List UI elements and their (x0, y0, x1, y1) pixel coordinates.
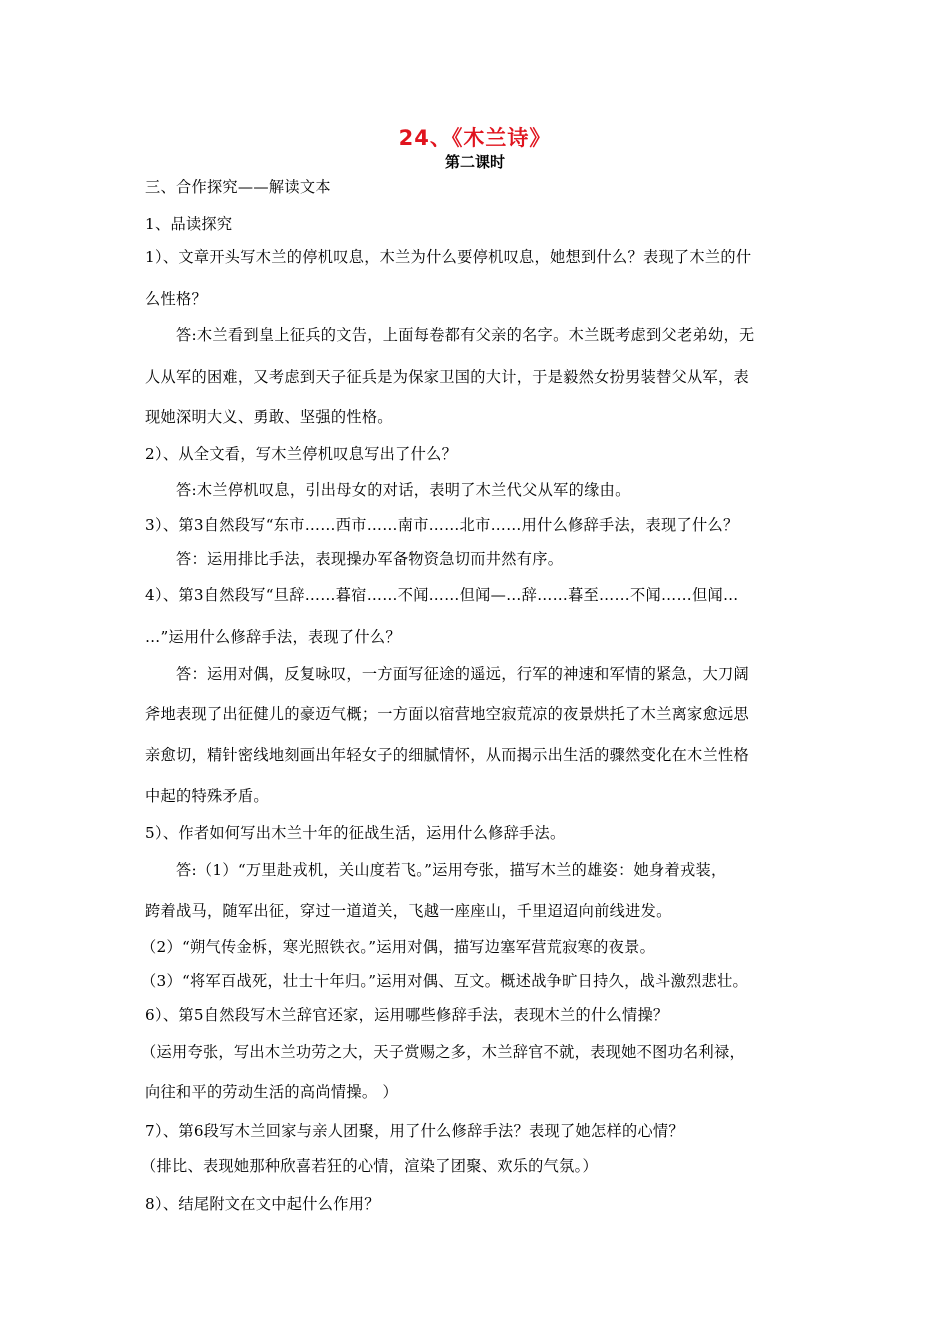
answer-6: （运用夸张，写出木兰功劳之大，天子赏赐之多，木兰辞官不就，表现她不图功名利禄， (141, 1043, 746, 1061)
question-8: 8）、结尾附文在文中起什么作用？ (145, 1195, 380, 1213)
answer-5: 答:（1）“万里赴戎机，关山度若飞。”运用夸张，描写木兰的雄姿：她身着戎装， (176, 861, 727, 879)
question-1: 1）、文章开头写木兰的停机叹息，木兰为什么要停机叹息，她想到什么？表现了木兰的什 (145, 248, 752, 266)
answer-6-cont: 向往和平的劳动生活的高尚情操。 ） (145, 1083, 398, 1101)
answer-5-item-3: （3）“将军百战死，壮士十年归。”运用对偶、互文。概述战争旷日持久，战斗激烈悲壮。 (141, 972, 749, 990)
answer-4-cont: 亲愈切，精针密线地刻画出年轻女子的细腻情怀，从而揭示出生活的骤然变化在木兰性格 (145, 746, 750, 764)
question-4-cont: …”运用什么修辞手法，表现了什么？ (145, 628, 401, 646)
document-title: 24、《木兰诗》 (398, 126, 552, 150)
question-7: 7）、第6段写木兰回家与亲人团聚，用了什么修辞手法？表现了她怎样的心情？ (145, 1122, 684, 1140)
section-heading: 三、合作探究——解读文本 (145, 178, 331, 196)
subsection-heading: 1、品读探究 (145, 215, 233, 233)
answer-4: 答：运用对偶，反复咏叹，一方面写征途的遥远，行军的神速和军情的紧急，大刀阔 (176, 665, 750, 683)
answer-4-cont: 斧地表现了出征健儿的豪迈气概；一方面以宿营地空寂荒凉的夜景烘托了木兰离家愈远思 (145, 705, 750, 723)
answer-5-cont: 跨着战马，随军出征，穿过一道道关，飞越一座座山，千里迢迢向前线进发。 (145, 902, 672, 920)
answer-1-cont: 现她深明大义、勇敢、坚强的性格。 (145, 408, 393, 426)
answer-4-cont: 中起的特殊矛盾。 (145, 787, 269, 805)
answer-5-item-2: （2）“朔气传金柝，寒光照铁衣。”运用对偶，描写边塞军营荒寂寒的夜景。 (141, 938, 656, 956)
question-6: 6）、第5自然段写木兰辞官还家，运用哪些修辞手法，表现木兰的什么情操？ (145, 1006, 669, 1024)
question-1-cont: 么性格？ (145, 290, 207, 308)
question-4: 4）、第3自然段写“旦辞……暮宿……不闻……但闻—…辞……暮至……不闻……但闻… (145, 586, 739, 604)
answer-7: （排比、表现她那种欣喜若狂的心情，渲染了团聚、欢乐的气氛。） (141, 1157, 599, 1175)
question-2: 2）、从全文看，写木兰停机叹息写出了什么？ (145, 445, 458, 463)
question-5: 5）、作者如何写出木兰十年的征战生活，运用什么修辞手法。 (145, 824, 566, 842)
answer-3: 答：运用排比手法，表现操办军备物资急切而井然有序。 (176, 550, 564, 568)
answer-1-cont: 人从军的困难，又考虑到天子征兵是为保家卫国的大计，于是毅然女扮男装替父从军，表 (145, 368, 750, 386)
question-3: 3）、第3自然段写“东市……西市……南市……北市……用什么修辞手法，表现了什么？ (145, 516, 739, 534)
answer-1: 答:木兰看到皇上征兵的文告，上面每卷都有父亲的名字。木兰既考虑到父老弟幼，无 (176, 326, 755, 344)
document-subtitle: 第二课时 (444, 153, 505, 171)
answer-2: 答:木兰停机叹息，引出母女的对话，表明了木兰代父从军的缘由。 (176, 481, 631, 499)
